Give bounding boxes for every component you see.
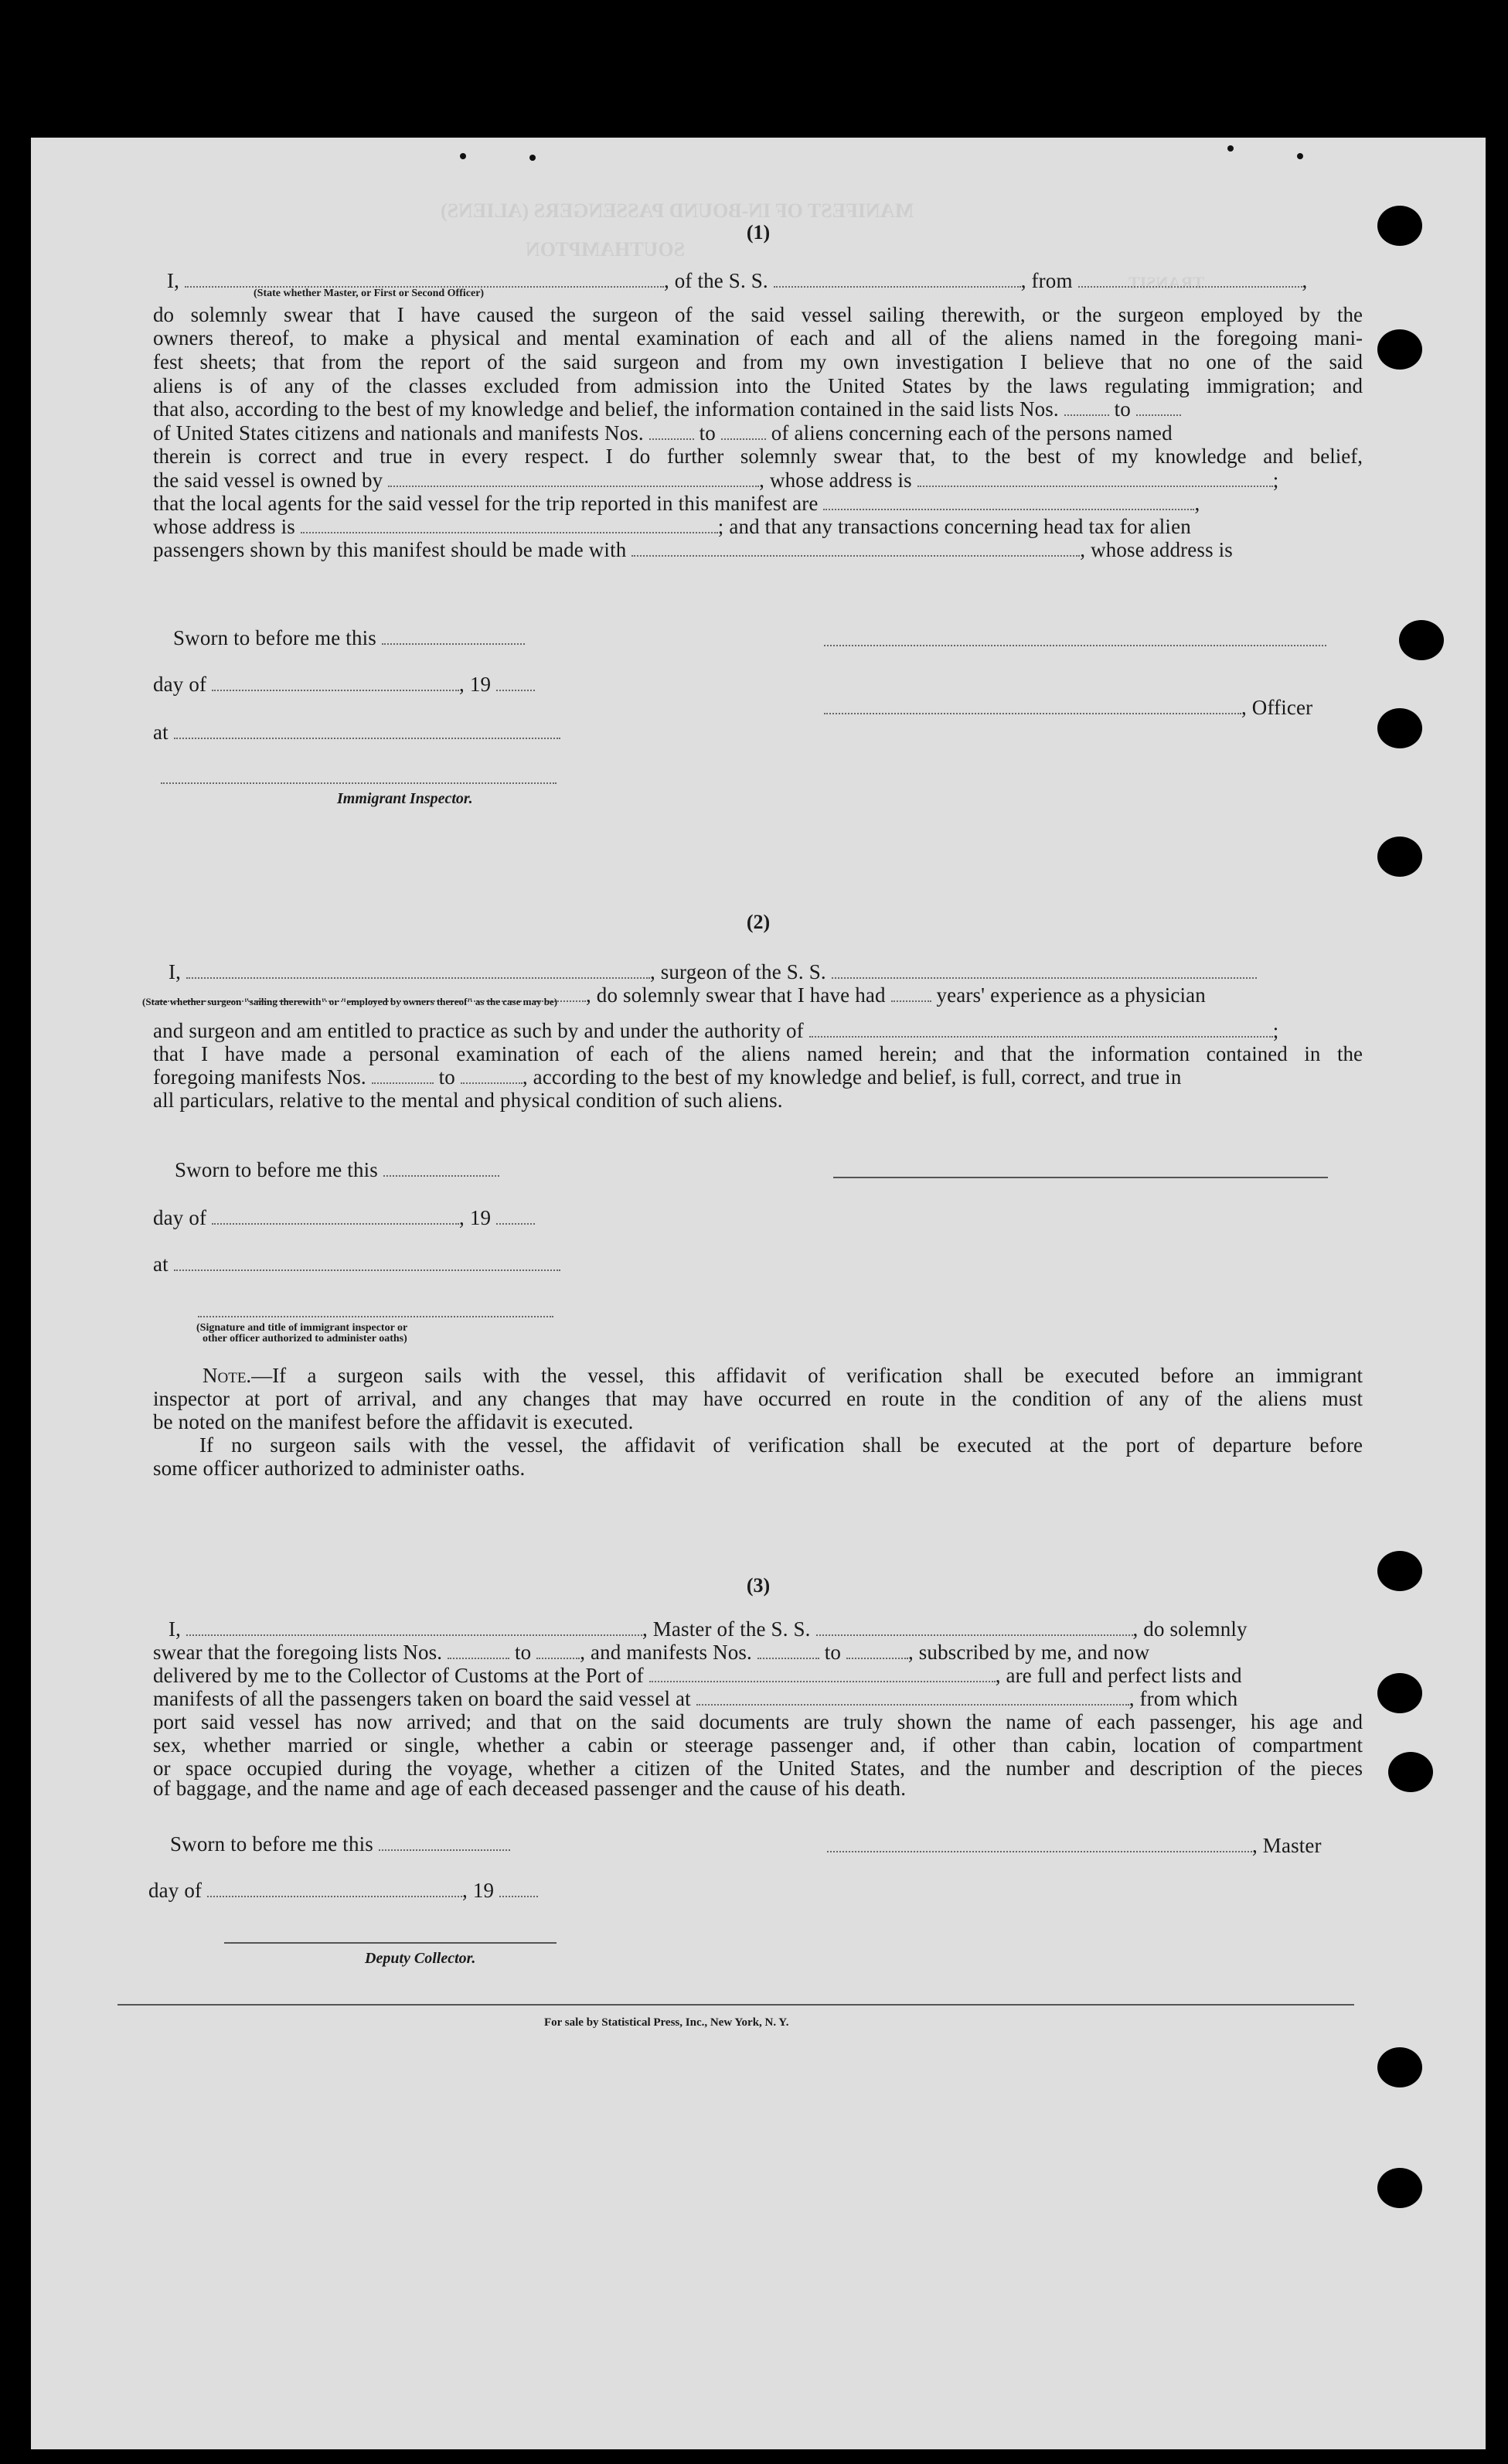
s1-sworn: Sworn to before me this: [173, 626, 525, 649]
punch-hole: [1377, 837, 1422, 877]
s2-signature-caption: other officer authorized to administer oaths): [203, 1333, 407, 1344]
s3-body-last: of baggage, and the name and age of each deceased passenger and the cause of his death.: [153, 1777, 907, 1800]
s2-note2-last: some officer authorized to administer oaths.: [153, 1457, 526, 1480]
s1-day-of: day of , 19: [153, 673, 535, 696]
footer-rule: [117, 2004, 1354, 2006]
s2-note2: If no surgeon sails with the vessel, the affidavit of verification shall be executed at the port of departure before: [199, 1433, 1363, 1457]
s1-line-whose-address: whose address is ; and that any transactions concerning head tax for alien: [153, 515, 1191, 538]
s3-line-lists: swear that the foregoing lists Nos. to , and manifests Nos. to , subscribed by me, and now: [153, 1641, 1150, 1664]
speck: [1297, 153, 1303, 159]
s1-immigrant-inspector: Immigrant Inspector.: [337, 790, 473, 807]
s2-line-swear: , do solemnly swear that I have had years' experience as a physician: [153, 983, 1206, 1007]
s1-body-line: aliens is of any of the classes excluded from admission into the United States by the laws regulating immigration; and: [153, 374, 1363, 397]
s1-officer-sign-line: [824, 645, 1326, 646]
bleed-through-transit: TRANSIT: [1128, 273, 1204, 292]
s2-caption-surgeon: (State whether surgeon "sailing therewith" or "employed by owners thereof" as the case may be): [142, 996, 558, 1007]
section-3-number: (3): [746, 1574, 771, 1597]
s1-officer: , Officer: [824, 696, 1312, 719]
s3-line-master: I, , Master of the S. S. , do solemnly: [169, 1617, 1248, 1641]
punch-hole: [1377, 2047, 1422, 2087]
speck: [460, 153, 466, 159]
s2-line-authority: and surgeon and am entitled to practice as such by and under the authority of ;: [153, 1019, 1279, 1042]
s2-at: at: [153, 1252, 560, 1276]
s1-body-line: owners thereof, to make a physical and mental examination of each and all of the aliens named in the foregoing mani-: [153, 326, 1363, 349]
s2-line-surgeon: I, , surgeon of the S. S.: [169, 960, 1257, 983]
s3-line-collector: delivered by me to the Collector of Customs at the Port of , are full and perfect lists and: [153, 1664, 1242, 1687]
s3-sworn: Sworn to before me this: [170, 1832, 510, 1856]
s2-line-examination: that I have made a personal examination of each of the aliens named herein; and that the information contained in the: [153, 1042, 1363, 1065]
s1-body-line: do solemnly swear that I have caused the surgeon of the said vessel sailing therewith, or the surgeon employed by the: [153, 303, 1363, 326]
s3-body-line: or space occupied during the voyage, whether a citizen of the United States, and the number and description of the pieces: [153, 1757, 1363, 1780]
s3-day-of: day of , 19: [148, 1879, 538, 1902]
s2-note-line: inspector at port of arrival, and any changes that may have occurred en route in the condition of any of the aliens must: [153, 1387, 1363, 1410]
s3-line-manifests: manifests of all the passengers taken on board the said vessel at , from which: [153, 1687, 1238, 1710]
s2-day-of: day of , 19: [153, 1206, 535, 1229]
s2-line-particulars: all particulars, relative to the mental and physical condition of such aliens.: [153, 1089, 783, 1112]
s3-deputy-collector: Deputy Collector.: [365, 1950, 476, 1967]
s1-body-line: fest sheets; that from the report of the said surgeon and from my own investigation I believe that no one of the said: [153, 350, 1363, 373]
s2-note-line: Note.—If a surgeon sails with the vessel, this affidavit of verification shall be executed before an immigrant: [203, 1364, 1363, 1387]
s1-line-manifests: of United States citizens and nationals and manifests Nos. to of aliens concerning each of the persons named: [153, 421, 1173, 445]
s2-line-manifests: foregoing manifests Nos. to , according to the best of my knowledge and belief, is full, correct, and true in: [153, 1065, 1182, 1089]
s1-line-agents: that the local agents for the said vessel for the trip reported in this manifest are ,: [153, 492, 1200, 515]
s3-body-line: port said vessel has now arrived; and that on the said documents are truly shown the name of each passenger, his age and: [153, 1710, 1363, 1733]
punch-hole: [1377, 329, 1422, 370]
s1-at: at: [153, 721, 560, 744]
s1-line-passengers: passengers shown by this manifest should be made with , whose address is: [153, 538, 1233, 561]
s2-sworn: Sworn to before me this: [175, 1158, 499, 1181]
s1-inspector-sign-line: [161, 782, 557, 784]
s1-line-owned: the said vessel is owned by , whose address is ;: [153, 469, 1279, 492]
bleed-through-port: SOUTHAMPTON: [526, 238, 686, 261]
footer-printer: For sale by Statistical Press, Inc., New York, N. Y.: [544, 2016, 789, 2029]
section-2-number: (2): [746, 911, 771, 933]
punch-hole: [1377, 2168, 1422, 2208]
s1-line-therein: therein is correct and true in every respect. I do further solemnly swear that, to the best of my knowledge and belief,: [153, 445, 1363, 468]
speck: [529, 155, 536, 161]
s1-line-officer: I, , of the S. S. , from ,: [167, 269, 1308, 292]
s3-deputy-sign-line: [224, 1942, 557, 1944]
bleed-through-title: MANIFEST OF IN-BOUND PASSENGERS (ALIENS): [441, 199, 914, 222]
punch-hole: [1399, 620, 1444, 660]
s2-signature-caption: (Signature and title of immigrant inspector or: [196, 1322, 408, 1334]
punch-hole: [1377, 708, 1422, 748]
form-page: [31, 138, 1486, 2449]
s1-caption-officer: (State whether Master, or First or Second Officer): [254, 288, 485, 299]
section-1-number: (1): [746, 221, 771, 244]
speck: [1227, 145, 1234, 152]
s3-body-line: sex, whether married or single, whether a cabin or steerage passenger and, if other than cabin, location of compartment: [153, 1733, 1363, 1757]
punch-hole: [1377, 1673, 1422, 1713]
s3-master: , Master: [827, 1834, 1322, 1857]
s1-line-lists: that also, according to the best of my knowledge and belief, the information contained in the said lists Nos. to: [153, 397, 1181, 421]
punch-hole: [1388, 1752, 1433, 1792]
s2-sign-line: [833, 1177, 1328, 1178]
s2-inspector-sign-line: [198, 1316, 553, 1317]
s2-note-last: be noted on the manifest before the affidavit is executed.: [153, 1410, 634, 1433]
